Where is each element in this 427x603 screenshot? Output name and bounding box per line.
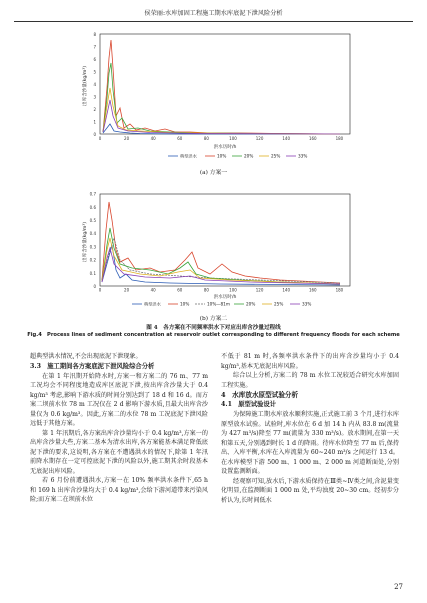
figure-b-caption: (b) 方案二	[199, 316, 228, 322]
svg-text:40: 40	[150, 287, 156, 293]
svg-text:100: 100	[229, 287, 237, 293]
svg-text:160: 160	[308, 136, 317, 141]
svg-text:60: 60	[177, 287, 183, 293]
svg-text:140: 140	[282, 287, 291, 293]
svg-text:8: 8	[93, 32, 96, 37]
running-title: 侯荣丽:水库加固工程施工期水库底泥下泄风险分析	[144, 10, 283, 17]
svg-text:20%: 20%	[244, 153, 254, 159]
svg-text:33%: 33%	[298, 153, 308, 159]
svg-text:100: 100	[229, 136, 237, 141]
svg-text:1: 1	[93, 119, 96, 125]
svg-text:60: 60	[177, 136, 183, 141]
figure-b	[0, 190, 427, 320]
series-a-33pct	[103, 100, 340, 134]
svg-text:0.7: 0.7	[89, 191, 96, 197]
svg-text:10%: 10%	[217, 153, 227, 159]
svg-text:20: 20	[124, 136, 130, 141]
svg-text:120: 120	[255, 287, 264, 293]
plot-frame-b	[100, 194, 350, 286]
left-paragraph-4: 若 6 月份前遭遇洪水,方案一在 10% 频率洪水条件下,65 h 和 169 h 出库含沙量均大于 0.4 kg/m³,会给下游河道带来污染风险;而方案二在坝前水位	[30, 477, 208, 503]
y-ticks-a	[93, 32, 96, 137]
figure-a	[0, 28, 427, 176]
legend-b	[132, 301, 311, 308]
svg-text:25%: 25%	[271, 153, 281, 159]
series-a-typical	[103, 124, 340, 134]
x-axis-label-a: 洪水历时/h	[213, 145, 237, 150]
svg-text:0: 0	[98, 136, 102, 141]
left-paragraph-3: 第 1 年汛期后,各方案出库含沙量均小于 0.4 kg/m³,方案一的出库含沙量大些,方案二基本为清水出库,各方案能基本满足降低底泥下泄的要求,这说明,各方案在不遭遇洪水的情况下,除第 1 年汛前降水期存在一定可控底泥下泄的风险以外,施工期其余时段基本无底泥出库风险。	[30, 429, 208, 475]
left-paragraph-1: 超典型洪水情况,不会出现底泥下泄现象。	[30, 353, 142, 360]
series-b-10pct	[102, 202, 340, 283]
svg-text:10%: 10%	[180, 301, 190, 307]
running-header	[14, 8, 413, 22]
svg-text:0.5: 0.5	[89, 218, 96, 223]
svg-text:0.2: 0.2	[89, 257, 96, 263]
svg-text:0.3: 0.3	[89, 244, 96, 250]
legend-a	[168, 153, 307, 160]
svg-text:5: 5	[93, 69, 96, 75]
series-a-10pct	[103, 40, 340, 134]
section-3-3-heading: 3.3 施工期间各方案底泥下泄风险综合分析	[30, 362, 155, 370]
svg-text:180: 180	[335, 136, 344, 141]
svg-text:25%: 25%	[274, 301, 284, 307]
svg-text:0: 0	[93, 284, 96, 289]
series-a-25pct	[103, 88, 340, 134]
right-paragraph-3: 为保障施工期水库放水顺利实施,正式施工前 3 个月,进行水库原型放水试验。试验时,库水位在 6 d 加 14 h 内从 83.8 m(流量为 427 m³/s)降至 77 m(流量为 330 m³/s)。放水期间,在第一天和第五天,分别遇到时长 1 d 的降雨。待库水位降至 77 m 后,保持出、入库平衡,水库在入库流量为 60~240 m³/s 之间运行 13 d。在水库模型下游 500 m、1 000 m、2 000 m 河道断面处,分别设置监测断面。	[221, 411, 399, 475]
right-column	[221, 352, 399, 505]
y-ticks-b	[90, 192, 97, 289]
svg-text:33%: 33%	[302, 301, 312, 307]
svg-text:0: 0	[93, 132, 96, 137]
figure-caption	[20, 324, 407, 340]
section-4-1-heading: 4.1 原型试验设计	[221, 401, 277, 408]
y-axis-label-b: 出库含沙量(kg/m³)	[83, 222, 88, 262]
figure-caption-en: Fig.4 Process lines of sediment concentration at reservoir outlet corresponding to different frequency floods for each scheme	[27, 332, 400, 338]
svg-text:7: 7	[93, 44, 96, 50]
x-ticks-b	[99, 288, 344, 293]
figure-a-caption: (a) 方案一	[199, 170, 228, 176]
series-b-25pct	[102, 238, 340, 284]
x-axis-label-b: 洪水历时/h	[213, 295, 237, 300]
svg-text:120: 120	[255, 136, 264, 141]
svg-text:典型洪水: 典型洪水	[144, 301, 161, 307]
right-paragraph-1: 不低于 81 m 时,各频率洪水条件下的出库含沙量均小于 0.4 kg/m³,基本无底泥出库风险。	[221, 353, 399, 370]
figure-caption-cn: 图 4 各方案在不同频率洪水下对应出库含沙量过程线	[146, 325, 281, 331]
left-column	[30, 352, 208, 505]
svg-text:3: 3	[93, 94, 96, 100]
svg-text:160: 160	[308, 287, 317, 293]
svg-text:180: 180	[335, 287, 344, 293]
figure-b-chart	[0, 190, 427, 314]
figure-a-chart	[0, 28, 427, 168]
page-number: 27	[394, 583, 403, 591]
svg-text:4: 4	[93, 82, 96, 87]
svg-text:10%—81m: 10%—81m	[207, 301, 230, 307]
svg-text:80: 80	[203, 287, 209, 293]
svg-text:40: 40	[150, 136, 156, 141]
plot-frame-a	[100, 34, 350, 134]
svg-text:20%: 20%	[246, 301, 256, 307]
svg-text:6: 6	[93, 57, 96, 62]
svg-text:0.6: 0.6	[89, 204, 96, 210]
right-paragraph-4: 经观察可知,放水后,下游水质保持在Ⅲ类~Ⅳ类之间,含泥量变化明显,在监测断面 1 000 m 处,平均浊度 20~30 cm。经初步分析认为,长时间低水	[221, 477, 399, 504]
svg-text:2: 2	[93, 107, 96, 112]
y-axis-label-a: 出库含沙量(kg/m³)	[83, 66, 88, 106]
left-paragraph-2: 在第 1 年汛期开始降水时,方案一和方案二的 76 m、77 m 工况均会不同程度地造成库区底泥下泄,按出库含沙量大于 0.4 kg/m³ 考虑,影响下游水质的时间分别达到了 18 d 和 16 d。而方案二坝前水位 78 m 工况仅在 2 d 影响下游水质,且最大出库含沙量仅为 0.6 kg/m³。因此,方案二的水位 78 m 工况底泥下泄风险远低于其他方案。	[30, 372, 208, 427]
svg-text:0.1: 0.1	[89, 270, 96, 276]
section-4-heading: 4 水库放水原型试验分析	[221, 391, 299, 399]
svg-text:0: 0	[98, 287, 102, 293]
svg-text:140: 140	[282, 136, 291, 141]
svg-text:80: 80	[203, 136, 209, 141]
svg-text:0.4: 0.4	[89, 231, 96, 237]
svg-text:典型洪水: 典型洪水	[180, 153, 197, 159]
svg-text:20: 20	[124, 287, 130, 293]
series-a-20pct	[103, 63, 340, 134]
x-ticks-a	[99, 136, 344, 141]
right-paragraph-2: 综合以上分析,方案二的 78 m 水位工况较适合研究水库加固工程实施。	[221, 372, 399, 389]
